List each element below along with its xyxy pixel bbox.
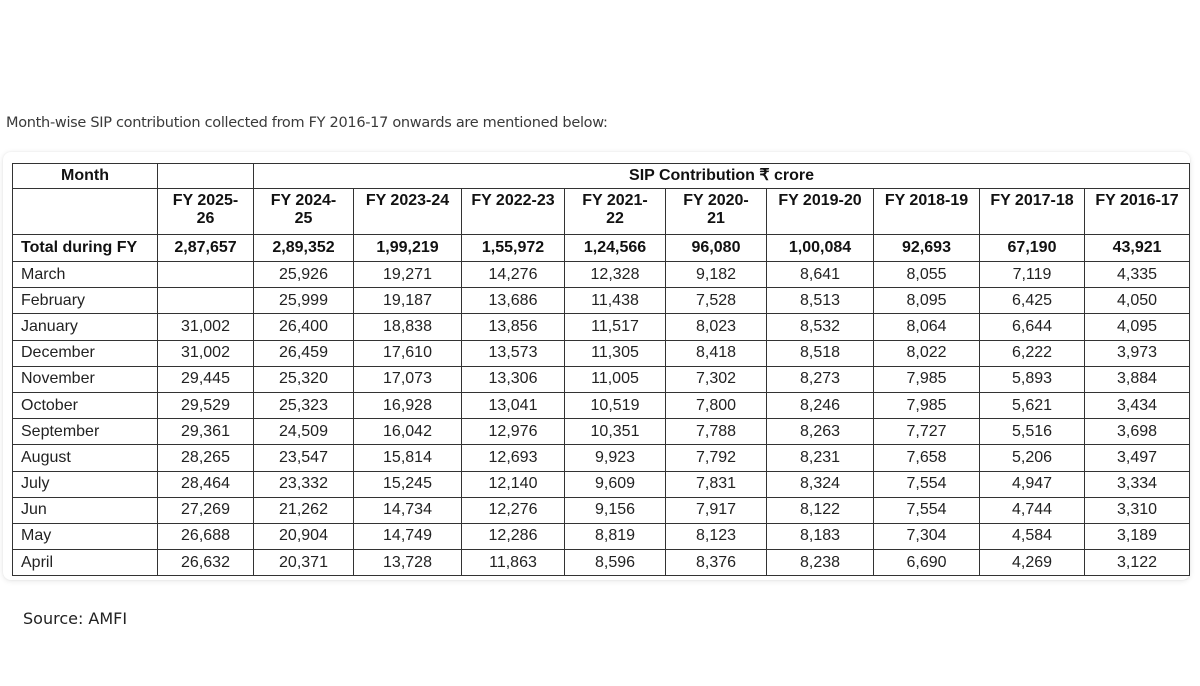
value-cell: 13,728 <box>354 550 462 576</box>
sip-contribution-table <box>12 163 1190 576</box>
value-cell: 9,182 <box>666 262 767 288</box>
value-cell: 13,686 <box>462 288 565 314</box>
fy-header-line1: FY 2021- <box>582 192 648 209</box>
fy-header-line1: FY 2018-19 <box>884 192 969 209</box>
table-row <box>13 419 1190 445</box>
fy-column-header <box>158 189 254 235</box>
source-text: Source: AMFI <box>23 609 128 628</box>
value-cell: 11,438 <box>565 288 666 314</box>
header-row-years <box>13 189 1190 235</box>
total-value-cell: 1,55,972 <box>462 235 565 262</box>
value-cell: 6,644 <box>980 314 1085 340</box>
value-cell: 17,073 <box>354 366 462 392</box>
table-row <box>13 392 1190 418</box>
table-row <box>13 497 1190 523</box>
value-cell: 3,334 <box>1085 471 1190 497</box>
value-cell: 4,584 <box>980 523 1085 549</box>
value-cell: 14,749 <box>354 523 462 549</box>
value-cell: 3,497 <box>1085 445 1190 471</box>
value-cell: 8,022 <box>874 340 980 366</box>
value-cell: 5,893 <box>980 366 1085 392</box>
value-cell: 7,302 <box>666 366 767 392</box>
fy-column-header <box>254 189 354 235</box>
value-cell: 28,464 <box>158 471 254 497</box>
value-cell: 31,002 <box>158 314 254 340</box>
month-cell: October <box>13 392 158 418</box>
month-cell: May <box>13 523 158 549</box>
value-cell: 26,400 <box>254 314 354 340</box>
value-cell: 27,269 <box>158 497 254 523</box>
value-cell: 3,122 <box>1085 550 1190 576</box>
group-header: SIP Contribution ₹ crore <box>254 164 1190 189</box>
value-cell: 12,276 <box>462 497 565 523</box>
value-cell: 7,800 <box>666 392 767 418</box>
table-row <box>13 314 1190 340</box>
value-cell <box>158 262 254 288</box>
fy-header-line1: FY 2023-24 <box>365 192 450 209</box>
fy-header-line2: 21 <box>707 210 725 227</box>
table-row <box>13 366 1190 392</box>
table-row <box>13 262 1190 288</box>
value-cell: 6,690 <box>874 550 980 576</box>
value-cell: 9,156 <box>565 497 666 523</box>
value-cell: 23,547 <box>254 445 354 471</box>
value-cell: 8,095 <box>874 288 980 314</box>
value-cell: 7,788 <box>666 419 767 445</box>
value-cell: 25,999 <box>254 288 354 314</box>
header-row-group <box>13 164 1190 189</box>
table-row <box>13 523 1190 549</box>
value-cell: 8,513 <box>767 288 874 314</box>
fy-column-header <box>874 189 980 235</box>
total-value-cell: 2,87,657 <box>158 235 254 262</box>
value-cell: 8,263 <box>767 419 874 445</box>
month-cell: March <box>13 262 158 288</box>
month-cell: September <box>13 419 158 445</box>
value-cell: 4,050 <box>1085 288 1190 314</box>
value-cell: 29,445 <box>158 366 254 392</box>
value-cell: 6,425 <box>980 288 1085 314</box>
value-cell: 8,641 <box>767 262 874 288</box>
table-row <box>13 550 1190 576</box>
value-cell <box>158 288 254 314</box>
value-cell: 9,609 <box>565 471 666 497</box>
value-cell: 9,923 <box>565 445 666 471</box>
value-cell: 10,519 <box>565 392 666 418</box>
month-cell: July <box>13 471 158 497</box>
total-value-cell: 1,24,566 <box>565 235 666 262</box>
fy-header-line1: FY 2022-23 <box>471 192 555 209</box>
table-row <box>13 288 1190 314</box>
value-cell: 14,734 <box>354 497 462 523</box>
value-cell: 12,693 <box>462 445 565 471</box>
value-cell: 8,596 <box>565 550 666 576</box>
value-cell: 11,517 <box>565 314 666 340</box>
value-cell: 8,064 <box>874 314 980 340</box>
value-cell: 3,973 <box>1085 340 1190 366</box>
value-cell: 25,926 <box>254 262 354 288</box>
value-cell: 7,119 <box>980 262 1085 288</box>
value-cell: 8,023 <box>666 314 767 340</box>
fy-column-header <box>462 189 565 235</box>
fy-header-line1: FY 2024- <box>270 192 337 209</box>
value-cell: 13,041 <box>462 392 565 418</box>
value-cell: 7,985 <box>874 392 980 418</box>
value-cell: 7,917 <box>666 497 767 523</box>
value-cell: 26,688 <box>158 523 254 549</box>
value-cell: 29,529 <box>158 392 254 418</box>
value-cell: 13,856 <box>462 314 565 340</box>
value-cell: 8,123 <box>666 523 767 549</box>
value-cell: 7,792 <box>666 445 767 471</box>
table-row <box>13 471 1190 497</box>
total-value-cell: 1,99,219 <box>354 235 462 262</box>
value-cell: 14,276 <box>462 262 565 288</box>
value-cell: 25,323 <box>254 392 354 418</box>
value-cell: 7,554 <box>874 471 980 497</box>
value-cell: 12,286 <box>462 523 565 549</box>
value-cell: 7,727 <box>874 419 980 445</box>
value-cell: 7,658 <box>874 445 980 471</box>
value-cell: 3,434 <box>1085 392 1190 418</box>
value-cell: 16,042 <box>354 419 462 445</box>
value-cell: 11,863 <box>462 550 565 576</box>
total-value-cell: 2,89,352 <box>254 235 354 262</box>
value-cell: 8,532 <box>767 314 874 340</box>
fy-column-header <box>565 189 666 235</box>
value-cell: 3,310 <box>1085 497 1190 523</box>
value-cell: 10,351 <box>565 419 666 445</box>
total-value-cell: 67,190 <box>980 235 1085 262</box>
value-cell: 8,122 <box>767 497 874 523</box>
value-cell: 20,371 <box>254 550 354 576</box>
value-cell: 4,335 <box>1085 262 1190 288</box>
value-cell: 11,305 <box>565 340 666 366</box>
month-cell: February <box>13 288 158 314</box>
value-cell: 24,509 <box>254 419 354 445</box>
value-cell: 7,304 <box>874 523 980 549</box>
table-row <box>13 340 1190 366</box>
month-column-header: Month <box>13 164 158 189</box>
value-cell: 8,518 <box>767 340 874 366</box>
intro-text: Month-wise SIP contribution collected from FY 2016-17 onwards are mentioned below: <box>6 115 608 131</box>
value-cell: 8,324 <box>767 471 874 497</box>
value-cell: 13,573 <box>462 340 565 366</box>
value-cell: 15,814 <box>354 445 462 471</box>
value-cell: 3,189 <box>1085 523 1190 549</box>
value-cell: 8,273 <box>767 366 874 392</box>
blank-header-cell <box>13 189 158 235</box>
value-cell: 18,838 <box>354 314 462 340</box>
value-cell: 8,819 <box>565 523 666 549</box>
value-cell: 3,884 <box>1085 366 1190 392</box>
total-value-cell: 1,00,084 <box>767 235 874 262</box>
value-cell: 12,328 <box>565 262 666 288</box>
value-cell: 4,269 <box>980 550 1085 576</box>
fy-header-line2: 25 <box>294 210 313 227</box>
value-cell: 15,245 <box>354 471 462 497</box>
total-value-cell: 92,693 <box>874 235 980 262</box>
table-row <box>13 445 1190 471</box>
value-cell: 4,095 <box>1085 314 1190 340</box>
month-cell: December <box>13 340 158 366</box>
fy-column-header <box>980 189 1085 235</box>
fy-header-line2: 26 <box>196 210 215 227</box>
fy-column-header <box>666 189 767 235</box>
value-cell: 19,271 <box>354 262 462 288</box>
total-row-label: Total during FY <box>13 235 158 262</box>
value-cell: 28,265 <box>158 445 254 471</box>
total-row <box>13 235 1190 262</box>
value-cell: 7,528 <box>666 288 767 314</box>
value-cell: 31,002 <box>158 340 254 366</box>
fy-column-header <box>767 189 874 235</box>
value-cell: 8,183 <box>767 523 874 549</box>
value-cell: 8,231 <box>767 445 874 471</box>
value-cell: 3,698 <box>1085 419 1190 445</box>
month-cell: January <box>13 314 158 340</box>
value-cell: 4,947 <box>980 471 1085 497</box>
value-cell: 5,206 <box>980 445 1085 471</box>
value-cell: 8,246 <box>767 392 874 418</box>
value-cell: 5,621 <box>980 392 1085 418</box>
total-value-cell: 43,921 <box>1085 235 1190 262</box>
value-cell: 7,985 <box>874 366 980 392</box>
value-cell: 8,055 <box>874 262 980 288</box>
value-cell: 7,554 <box>874 497 980 523</box>
value-cell: 11,005 <box>565 366 666 392</box>
month-cell: November <box>13 366 158 392</box>
total-value-cell: 96,080 <box>666 235 767 262</box>
value-cell: 8,376 <box>666 550 767 576</box>
value-cell: 13,306 <box>462 366 565 392</box>
value-cell: 23,332 <box>254 471 354 497</box>
value-cell: 12,976 <box>462 419 565 445</box>
blank-header-cell <box>158 164 254 189</box>
month-cell: August <box>13 445 158 471</box>
fy-column-header <box>1085 189 1190 235</box>
fy-header-line2: 22 <box>606 210 624 227</box>
fy-header-line1: FY 2025- <box>172 192 239 209</box>
fy-header-line1: FY 2016-17 <box>1095 192 1179 209</box>
value-cell: 16,928 <box>354 392 462 418</box>
value-cell: 12,140 <box>462 471 565 497</box>
fy-header-line1: FY 2020- <box>683 192 749 209</box>
value-cell: 4,744 <box>980 497 1085 523</box>
value-cell: 19,187 <box>354 288 462 314</box>
value-cell: 8,238 <box>767 550 874 576</box>
value-cell: 26,459 <box>254 340 354 366</box>
value-cell: 17,610 <box>354 340 462 366</box>
fy-header-line1: FY 2017-18 <box>990 192 1074 209</box>
value-cell: 25,320 <box>254 366 354 392</box>
value-cell: 29,361 <box>158 419 254 445</box>
value-cell: 26,632 <box>158 550 254 576</box>
fy-header-line1: FY 2019-20 <box>778 192 862 209</box>
value-cell: 5,516 <box>980 419 1085 445</box>
value-cell: 6,222 <box>980 340 1085 366</box>
month-cell: April <box>13 550 158 576</box>
value-cell: 21,262 <box>254 497 354 523</box>
value-cell: 20,904 <box>254 523 354 549</box>
fy-column-header <box>354 189 462 235</box>
value-cell: 7,831 <box>666 471 767 497</box>
month-cell: Jun <box>13 497 158 523</box>
value-cell: 8,418 <box>666 340 767 366</box>
